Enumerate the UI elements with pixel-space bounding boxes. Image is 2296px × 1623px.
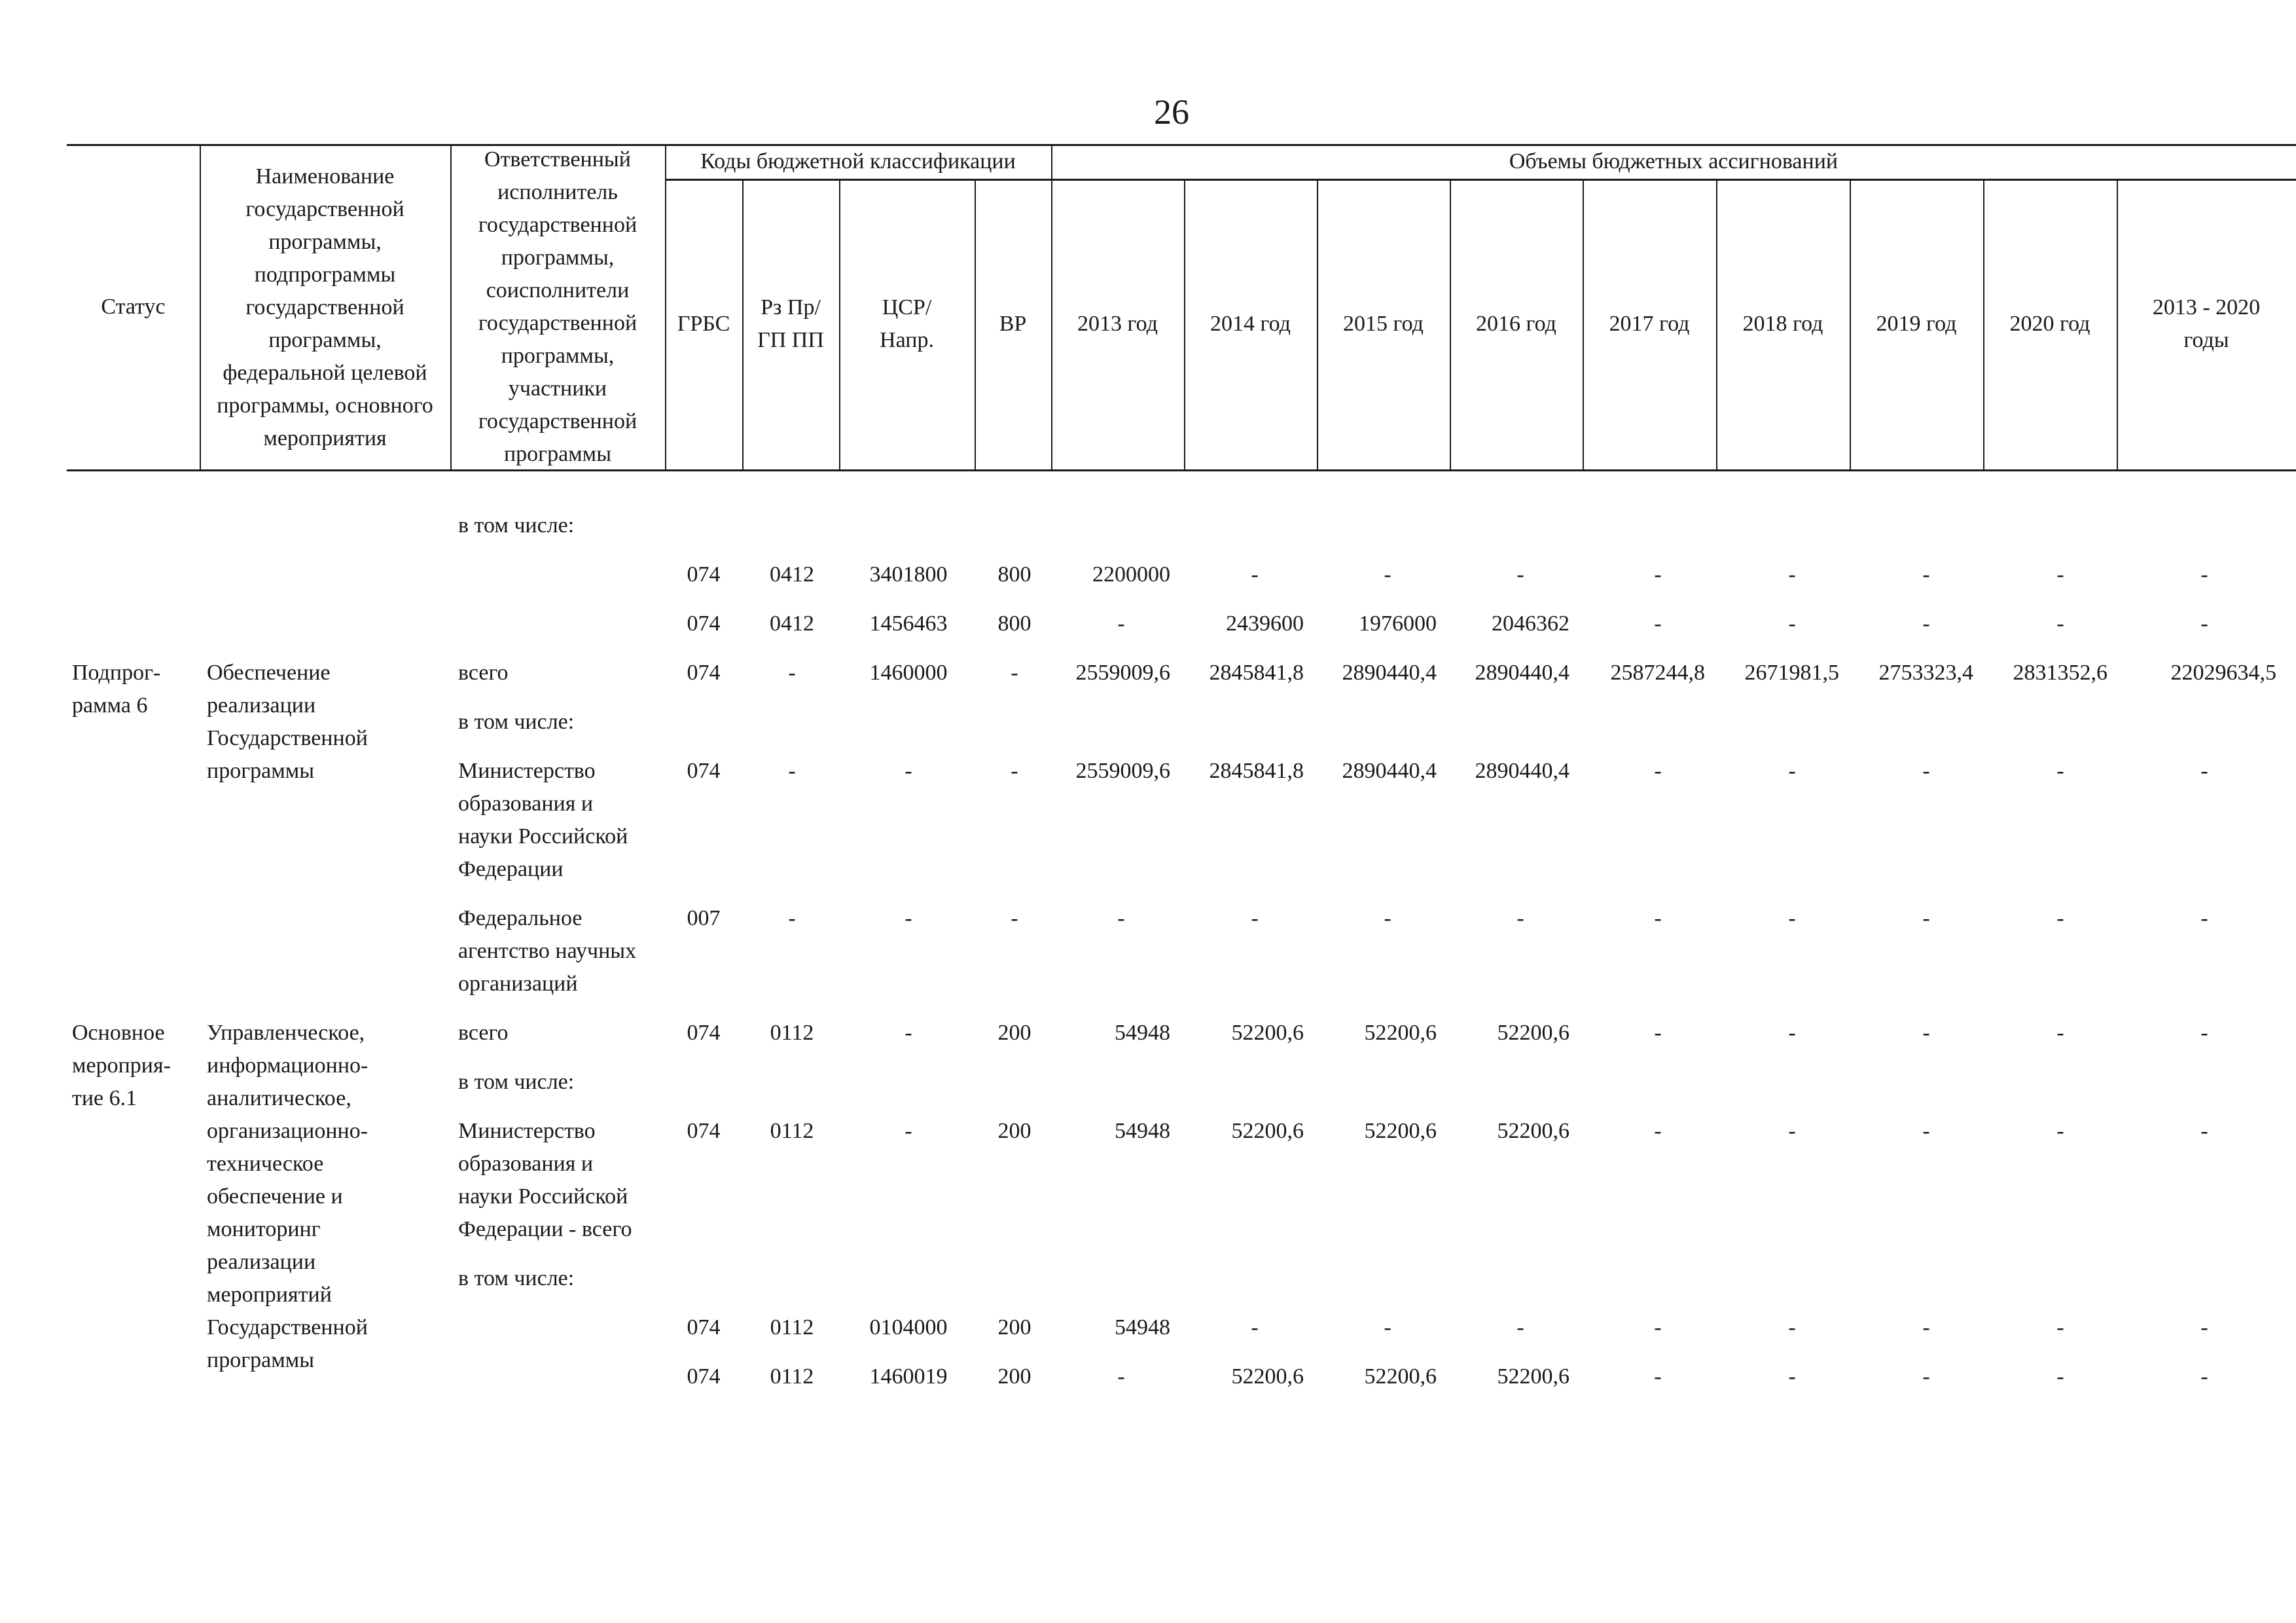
value-cell: -: [1654, 562, 1662, 587]
value-cell: -: [1654, 1119, 1662, 1143]
code-vr: 800: [997, 562, 1031, 587]
header-codes-group: Коды бюджетной классификации: [700, 149, 1016, 173]
code-rzpr: 0412: [770, 611, 814, 636]
code-vr: -: [1011, 759, 1018, 783]
code-grbs: 074: [687, 611, 721, 636]
value-cell: -: [1788, 1364, 1796, 1389]
row-status: Основное: [72, 1021, 165, 1045]
row-status: тие 6.1: [72, 1086, 137, 1110]
code-csr: 1456463: [869, 611, 948, 636]
row-name: программы: [207, 1348, 315, 1372]
value-cell: 2200000: [1092, 562, 1170, 587]
row-status: Подпрог-: [72, 661, 161, 685]
value-cell: 52200,6: [1497, 1021, 1570, 1045]
value-cell: -: [1384, 906, 1391, 930]
value-cell: 52200,6: [1364, 1364, 1437, 1389]
row-name: реализации: [207, 1250, 316, 1274]
header-year-2013: 2013 год: [1077, 312, 1158, 336]
code-csr: 1460000: [869, 661, 948, 685]
value-cell: -: [2200, 759, 2208, 783]
code-rzpr: -: [788, 661, 796, 685]
code-grbs: 007: [687, 906, 721, 930]
row-name: техническое: [207, 1152, 324, 1176]
value-cell: 2845841,8: [1209, 759, 1304, 783]
header-csr: ЦСР/ Напр.: [880, 295, 934, 352]
code-grbs: 074: [687, 759, 721, 783]
code-vr: 200: [997, 1021, 1031, 1045]
code-vr: -: [1011, 661, 1018, 685]
incl-label: в том числе:: [458, 1266, 575, 1290]
row-name: реализации: [207, 693, 316, 718]
header-year-2017: 2017 год: [1609, 312, 1690, 336]
value-cell: -: [1788, 1021, 1796, 1045]
value-cell: 2753323,4: [1878, 661, 1973, 685]
code-grbs: 074: [687, 661, 721, 685]
header-year-2020: 2020 год: [2009, 312, 2090, 336]
value-cell: -: [2056, 1315, 2064, 1340]
value-cell: -: [1117, 611, 1125, 636]
header-grbs: ГРБС: [677, 312, 730, 336]
header-total-years: 2013 - 2020 годы: [2152, 295, 2261, 352]
value-cell: -: [1788, 1315, 1796, 1340]
value-cell: 52200,6: [1497, 1119, 1570, 1143]
value-cell: -: [1654, 611, 1662, 636]
resp-agency: Федеральное: [458, 906, 583, 930]
value-cell: 2890440,4: [1475, 759, 1570, 783]
code-rzpr: 0112: [770, 1315, 814, 1340]
incl-label: в том числе:: [458, 513, 575, 538]
value-cell: -: [1251, 562, 1259, 587]
value-cell: 2046362: [1492, 611, 1570, 636]
value-cell: 2559009,6: [1075, 759, 1170, 783]
code-grbs: 074: [687, 1021, 721, 1045]
value-cell: -: [1251, 1315, 1259, 1340]
code-rzpr: -: [788, 759, 796, 783]
value-cell: -: [1516, 1315, 1524, 1340]
value-cell: -: [1788, 1119, 1796, 1143]
value-cell: -: [1922, 562, 1930, 587]
value-cell: 54948: [1115, 1119, 1170, 1143]
row-name: мониторинг: [207, 1217, 321, 1241]
value-cell: -: [2056, 906, 2064, 930]
resp-ministry: науки Российской: [458, 824, 628, 848]
resp-ministry: Федерации: [458, 857, 564, 881]
value-cell: 54948: [1115, 1021, 1170, 1045]
value-cell: 2559009,6: [1075, 661, 1170, 685]
value-cell: -: [2200, 1315, 2208, 1340]
header-year-2015: 2015 год: [1343, 312, 1424, 336]
value-cell: 2587244,8: [1610, 661, 1705, 685]
header-year-2014: 2014 год: [1210, 312, 1291, 336]
code-grbs: 074: [687, 1364, 721, 1389]
value-cell: -: [2056, 759, 2064, 783]
resp-ministry: образования и: [458, 1152, 594, 1176]
total-label: всего: [458, 1021, 509, 1045]
value-cell: 2439600: [1226, 611, 1304, 636]
row-status: мероприя-: [72, 1053, 171, 1078]
value-cell: 1976000: [1359, 611, 1437, 636]
value-cell: -: [1117, 906, 1125, 930]
header-year-2018: 2018 год: [1742, 312, 1823, 336]
value-cell: -: [1788, 759, 1796, 783]
value-cell: -: [1654, 1364, 1662, 1389]
code-csr: -: [905, 1119, 912, 1143]
value-cell: 2890440,4: [1475, 661, 1570, 685]
value-cell: -: [1117, 1364, 1125, 1389]
incl-label: в том числе:: [458, 1070, 575, 1094]
row-name: аналитическое,: [207, 1086, 351, 1110]
resp-ministry: науки Российской: [458, 1184, 628, 1209]
code-csr: -: [905, 906, 912, 930]
row-name: Государственной: [207, 1315, 368, 1340]
code-grbs: 074: [687, 1315, 721, 1340]
code-csr: -: [905, 1021, 912, 1045]
code-vr: 800: [997, 611, 1031, 636]
value-cell: 52200,6: [1364, 1021, 1437, 1045]
value-cell: -: [2200, 611, 2208, 636]
code-csr: -: [905, 759, 912, 783]
row-name: организационно-: [207, 1119, 368, 1143]
row-status: рамма 6: [72, 693, 148, 718]
value-cell: -: [1922, 611, 1930, 636]
row-name: Государственной: [207, 726, 368, 750]
header-vr: ВР: [999, 312, 1027, 336]
code-vr: 200: [997, 1119, 1031, 1143]
code-vr: 200: [997, 1364, 1031, 1389]
value-cell: -: [1922, 906, 1930, 930]
value-cell: 52200,6: [1497, 1364, 1570, 1389]
value-cell: -: [1251, 906, 1259, 930]
value-cell: 52200,6: [1231, 1364, 1304, 1389]
resp-ministry: Министерство: [458, 1119, 596, 1143]
value-cell: -: [1922, 1021, 1930, 1045]
code-rzpr: -: [788, 906, 796, 930]
row-name: мероприятий: [207, 1283, 332, 1307]
code-grbs: 074: [687, 1119, 721, 1143]
value-cell: -: [1654, 1021, 1662, 1045]
code-rzpr: 0112: [770, 1119, 814, 1143]
value-cell: 2890440,4: [1342, 759, 1437, 783]
value-cell: -: [1654, 759, 1662, 783]
value-cell: -: [2200, 1364, 2208, 1389]
resp-agency: организаций: [458, 972, 578, 996]
header-status: Статус: [101, 294, 166, 319]
code-rzpr: 0412: [770, 562, 814, 587]
value-cell: -: [1788, 611, 1796, 636]
code-rzpr: 0112: [770, 1364, 814, 1389]
value-cell: -: [1516, 562, 1524, 587]
row-name: обеспечение и: [207, 1184, 343, 1209]
value-cell: 2890440,4: [1342, 661, 1437, 685]
code-csr: 1460019: [869, 1364, 948, 1389]
value-cell: -: [1922, 1119, 1930, 1143]
code-grbs: 074: [687, 562, 721, 587]
value-cell: 2671981,5: [1744, 661, 1839, 685]
resp-ministry: Министерство: [458, 759, 596, 783]
value-cell: -: [2056, 1364, 2064, 1389]
row-name: информационно-: [207, 1053, 368, 1078]
value-cell: 52200,6: [1231, 1119, 1304, 1143]
code-vr: 200: [997, 1315, 1031, 1340]
value-cell: 52200,6: [1364, 1119, 1437, 1143]
code-csr: 0104000: [869, 1315, 948, 1340]
value-cell: -: [2056, 1021, 2064, 1045]
header-rzpr: Рз Пр/ ГП ПП: [757, 295, 824, 352]
value-cell: -: [2200, 1119, 2208, 1143]
value-cell: -: [2056, 611, 2064, 636]
header-name: Наименование государственной программы, подпрограммы государственной программы, федеральной целевой программы, основного мероприятия: [217, 164, 433, 450]
total-label: всего: [458, 661, 509, 685]
value-cell: -: [2200, 562, 2208, 587]
header-volumes-group: Объемы бюджетных ассигнований: [1509, 149, 1839, 173]
code-vr: -: [1011, 906, 1018, 930]
value-cell: 22029634,5: [2170, 661, 2276, 685]
value-cell: 2845841,8: [1209, 661, 1304, 685]
value-cell: -: [1788, 562, 1796, 587]
value-cell: -: [2200, 906, 2208, 930]
resp-ministry: образования и: [458, 792, 594, 816]
value-cell: -: [1654, 906, 1662, 930]
row-name: Обеспечение: [207, 661, 331, 685]
row-name: программы: [207, 759, 315, 783]
header-year-2019: 2019 год: [1876, 312, 1957, 336]
value-cell: 52200,6: [1231, 1021, 1304, 1045]
header-year-2016: 2016 год: [1476, 312, 1556, 336]
value-cell: -: [1654, 1315, 1662, 1340]
value-cell: -: [1384, 562, 1391, 587]
value-cell: -: [2056, 562, 2064, 587]
code-rzpr: 0112: [770, 1021, 814, 1045]
code-csr: 3401800: [869, 562, 948, 587]
value-cell: -: [1922, 1364, 1930, 1389]
value-cell: -: [1516, 906, 1524, 930]
header-responsible: Ответственный исполнитель государственной программы, соисполнители государственной программы, участники государственной программы: [478, 147, 637, 466]
value-cell: -: [1922, 759, 1930, 783]
incl-label: в том числе:: [458, 710, 575, 734]
value-cell: -: [2200, 1021, 2208, 1045]
value-cell: 2831352,6: [2013, 661, 2108, 685]
value-cell: 54948: [1115, 1315, 1170, 1340]
row-name: Управленческое,: [207, 1021, 365, 1045]
resp-ministry: Федерации - всего: [458, 1217, 632, 1241]
value-cell: -: [1788, 906, 1796, 930]
value-cell: -: [1384, 1315, 1391, 1340]
resp-agency: агентство научных: [458, 939, 637, 963]
page-number: 26: [1154, 92, 1189, 132]
value-cell: -: [2056, 1119, 2064, 1143]
value-cell: -: [1922, 1315, 1930, 1340]
